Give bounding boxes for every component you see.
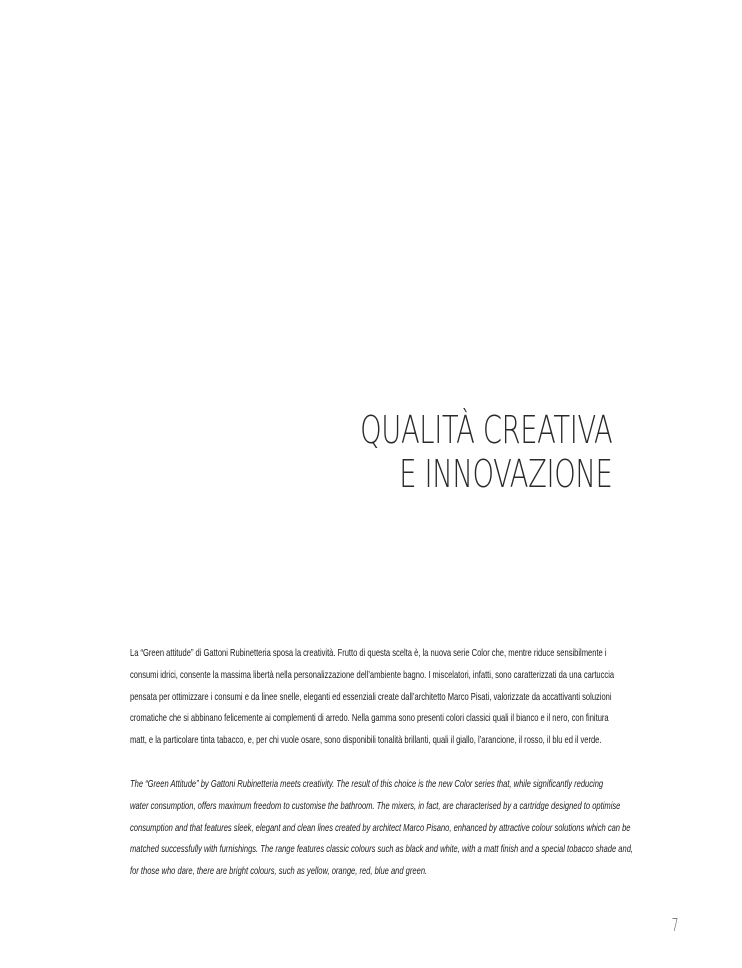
page-title-line-2: E INNOVAZIONE	[398, 452, 612, 496]
italian-line: matt, e la particolare tinta tabacco, e, per chi vuole osare, sono disponibili tonalità brillanti, quali il giallo, l’arancione, il rosso, il blu ed il verde.	[130, 734, 602, 747]
english-line: for those who dare, there are bright colours, such as yellow, orange, red, blue and green.	[130, 865, 428, 878]
page-title	[262, 408, 612, 496]
italian-line: La “Green attitude” di Gattoni Rubinetteria sposa la creatività. Frutto di questa scelta è, la nuova serie Color che, mentre riduce sensibilmente i	[130, 647, 607, 659]
body-text	[130, 643, 634, 883]
italian-line: pensata per ottimizzare i consumi e da linee snelle, eleganti ed essenziali create dall’architetto Marco Pisati, valorizzate da accattivanti soluzioni	[130, 690, 612, 703]
english-paragraph	[130, 774, 634, 883]
english-line: consumption and that features sleek, elegant and clean lines created by architect Marco Pisano, enhanced by attractive colour solutions which can be	[130, 821, 631, 834]
italian-line: consumi idrici, consente la massima libertà nella personalizzazione dell’ambiente bagno. I miscelatori, infatti, sono caratterizzati da una cartuccia	[130, 668, 615, 681]
english-line: The “Green Attitude” by Gattoni Rubinetteria meets creativity. The result of this choice is the new Color series that, while significantly reducing	[130, 777, 604, 790]
italian-paragraph	[130, 643, 615, 752]
english-line: matched successfully with furnishings. The range features classic colours such as black and white, with a matt finish and a special tobacco shade and,	[130, 843, 634, 856]
page-number: 7	[671, 915, 678, 936]
italian-line: cromatiche che si abbinano felicemente ai complementi di arredo. Nella gamma sono presenti colori classici quali il bianco e il nero, con finitura	[130, 712, 609, 725]
english-line: water consumption, offers maximum freedom to customise the bathroom. The mixers, in fact, are characterised by a cartridge designed to optimise	[130, 799, 621, 812]
page-title-line-1: QUALITÀ CREATIVA	[359, 408, 612, 452]
